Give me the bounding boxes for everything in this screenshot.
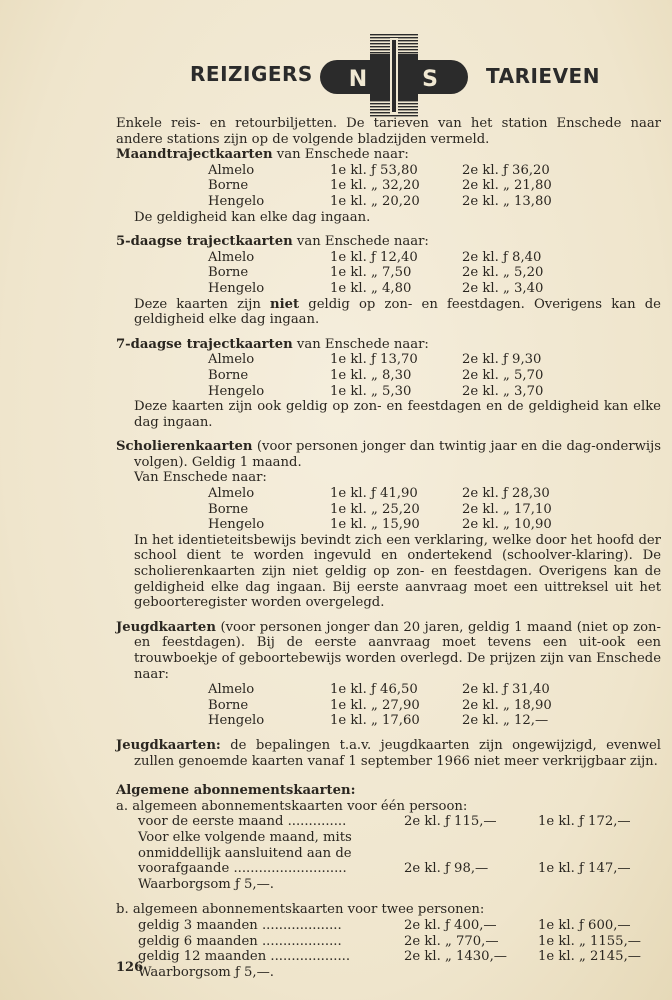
table-cell: 2e kl. „ 10,90 — [462, 517, 552, 533]
logo-letter-n: N — [348, 67, 368, 92]
intro-text: Enkele reis- en retourbiljetten. De tarieven van het station Enschede naar andere stations zijn op de volgende bladzijden vermeld. — [116, 116, 661, 147]
fare-table-maand — [208, 163, 582, 210]
table-cell: 2e kl. ƒ 8,40 — [462, 249, 542, 265]
abonnement-table-a — [138, 814, 658, 892]
table-cell: 1e kl. ƒ 13,70 — [330, 352, 418, 368]
table-cell: 1e kl. „ 20,20 — [330, 193, 420, 209]
table-cell: 1e kl. ƒ 172,— — [538, 814, 631, 830]
table-row — [138, 861, 658, 877]
table-row — [208, 178, 582, 194]
table-cell: Hengelo — [208, 517, 265, 533]
table-cell: 1e kl. ƒ 147,— — [538, 861, 631, 877]
header-left-title: REIZIGERS — [190, 62, 313, 86]
table-cell: Almelo — [208, 249, 255, 265]
table-row — [138, 965, 658, 981]
table-cell: 2e kl. ƒ 115,— — [404, 814, 497, 830]
section-heading: Maandtrajectkaarten — [116, 147, 273, 163]
table-row — [208, 352, 582, 368]
table-cell: 2e kl. „ 17,10 — [462, 501, 552, 517]
table-cell: 2e kl. „ 3,40 — [462, 280, 544, 296]
table-cell: voor de eerste maand .............. — [138, 814, 347, 830]
table-cell: 1e kl. ƒ 41,90 — [330, 486, 418, 502]
table-cell: geldig 3 maanden ................... — [138, 917, 342, 933]
table-cell: 1e kl. „ 25,20 — [330, 501, 420, 517]
section-abonnement — [116, 783, 661, 980]
table-cell: Almelo — [208, 486, 255, 502]
fare-table-vijf — [208, 250, 582, 297]
table-row — [208, 281, 582, 297]
table-row — [138, 918, 658, 934]
table-cell: Borne — [208, 265, 249, 281]
table-cell: Almelo — [208, 352, 255, 368]
table-row — [138, 877, 658, 893]
table-cell: 2e kl. „ 1430,— — [404, 949, 507, 965]
section-heading: Jeugdkaarten: — [116, 737, 221, 753]
table-cell: geldig 12 maanden ................... — [138, 949, 351, 965]
table-cell: Borne — [208, 697, 249, 713]
table-cell: 1e kl. „ 7,50 — [330, 265, 412, 281]
table-cell: 1e kl. ƒ 53,80 — [330, 162, 418, 178]
page-number: 126 — [116, 960, 144, 975]
fare-table-jeugd — [208, 682, 582, 729]
table-cell: Borne — [208, 178, 249, 194]
table-cell: 1e kl. „ 15,90 — [330, 517, 420, 533]
table-cell: Hengelo — [208, 713, 265, 729]
section-jeugd: Jeugdkaarten (voor personen jonger dan 20 jaren, geldig 1 maand (niet op zon- en feestdagen). Bij de eerste aanvraag moet tevens een uit-ook een trouwboekje of geboortebewijs worden overlegd. De prijzen zijn van Enschede naar: Almelo 1e kl. ƒ 46,50 2e kl. ƒ 31,40 Borne 1e kl. „ 27,90 2e kl. „ 18,90 Hengelo 1e kl. „ 17,60 2e kl. „ 12,— — [116, 619, 661, 729]
table-cell: 2e kl. „ 5,70 — [462, 367, 544, 383]
from-label: Van Enschede naar: — [134, 470, 267, 486]
fare-table-scholier — [208, 486, 582, 533]
section-heading: Algemene abonnementskaarten: — [116, 783, 356, 799]
section-note: De geldigheid kan elke dag ingaan. — [134, 209, 371, 225]
table-cell: 1e kl. „ 1155,— — [538, 933, 641, 949]
table-cell: Almelo — [208, 162, 255, 178]
table-cell: 2e kl. „ 18,90 — [462, 697, 552, 713]
table-cell: 1e kl. ƒ 12,40 — [330, 249, 418, 265]
table-cell — [538, 846, 658, 862]
table-cell: voorafgaande ........................... — [138, 861, 347, 877]
table-row — [208, 250, 582, 266]
table-cell: Voor elke volgende maand, mits — [138, 829, 352, 845]
section-heading: 7-daagse trajectkaarten — [116, 336, 293, 352]
section-heading: Scholierenkaarten — [116, 439, 253, 455]
ns-logo-icon — [318, 34, 470, 118]
table-cell: 2e kl. „ 3,70 — [462, 383, 544, 399]
table-cell: 2e kl. „ 12,— — [462, 713, 549, 729]
section-zeven: 7-daagse trajectkaarten van Enschede naar: Almelo 1e kl. ƒ 13,70 2e kl. ƒ 9,30 Borne 1e kl. „ 8,30 2e kl. „ 5,70 Hengelo 1e kl. „ 5,30 2e kl. „ 3,70 Deze kaarten zijn ook geldig op zon- en feestdagen en de geldigheid kan elke dag ingaan. — [116, 336, 661, 430]
table-cell: 2e kl. „ 13,80 — [462, 193, 552, 209]
table-row — [208, 502, 582, 518]
table-row — [208, 698, 582, 714]
table-cell: Almelo — [208, 682, 255, 698]
table-cell: 2e kl. „ 770,— — [404, 933, 499, 949]
table-row — [208, 368, 582, 384]
table-cell: Waarborgsom ƒ 5,—. — [138, 876, 275, 892]
table-row — [138, 949, 658, 965]
table-cell: 2e kl. ƒ 9,30 — [462, 352, 542, 368]
table-cell: 1e kl. „ 5,30 — [330, 383, 412, 399]
page-header — [0, 30, 672, 120]
table-cell — [404, 830, 538, 846]
section-vijf: 5-daagse trajectkaarten van Enschede naar: Almelo 1e kl. ƒ 12,40 2e kl. ƒ 8,40 Borne 1e kl. „ 7,50 2e kl. „ 5,20 Hengelo 1e kl. „ 4,80 2e kl. „ 3,40 Deze kaarten zijn niet geldig op zon- en feestdagen. Overigens kan de geldigheid elke dag ingaan. — [116, 234, 661, 328]
page-content — [116, 116, 661, 980]
table-cell: 2e kl. „ 5,20 — [462, 265, 544, 281]
header-right-title: TARIEVEN — [486, 64, 600, 88]
table-cell: 1e kl. „ 17,60 — [330, 713, 420, 729]
table-row — [138, 846, 658, 862]
logo-letter-s: S — [422, 67, 438, 92]
table-cell: 1e kl. „ 32,20 — [330, 178, 420, 194]
table-row — [208, 486, 582, 502]
table-cell — [538, 830, 658, 846]
table-cell: 2e kl. ƒ 400,— — [404, 917, 497, 933]
abonnement-table-b — [138, 918, 658, 980]
section-maand: Maandtrajectkaarten van Enschede naar: Almelo 1e kl. ƒ 53,80 2e kl. ƒ 36,20 Borne 1e kl. „ 32,20 2e kl. „ 21,80 Hengelo 1e kl. „ 20,20 2e kl. „ 13,80 De geldigheid kan elke dag ingaan. — [116, 147, 661, 225]
table-row — [208, 517, 582, 533]
table-cell: onmiddellijk aansluitend aan de — [138, 845, 352, 861]
fare-table-zeven — [208, 352, 582, 399]
table-row — [208, 713, 582, 729]
table-cell: 2e kl. „ 21,80 — [462, 178, 552, 194]
table-cell: 1e kl. ƒ 46,50 — [330, 682, 418, 698]
table-cell: Hengelo — [208, 193, 265, 209]
table-row — [208, 265, 582, 281]
table-row — [138, 830, 658, 846]
table-cell: 1e kl. „ 4,80 — [330, 280, 412, 296]
section-scholier: Scholierenkaarten (voor personen jonger dan twintig jaar en die dag-onderwijs volgen). Geldig 1 maand. Van Enschede naar: Almelo 1e kl. ƒ 41,90 2e kl. ƒ 28,30 Borne 1e kl. „ 25,20 2e kl. „ 17,10 Hengelo 1e kl. „ 15,90 2e kl. „ 10,90 In het identieteitsbewijs bevindt zich een verklaring, welke door het hoofd der school dient te worden ingevuld en ondertekend (schoolver-klaring). De scholierenkaarten zijn niet geldig op zon- en feestdagen. Overigens kan de geldigheid elke dag ingaan. Bij eerste aanvraag moet een uittreksel uit het geboorteregister worden overgelegd. — [116, 439, 661, 611]
table-row — [138, 934, 658, 950]
table-cell: 1e kl. „ 8,30 — [330, 367, 412, 383]
table-cell: 2e kl. ƒ 36,20 — [462, 162, 550, 178]
subsection-a-title: a. algemeen abonnementskaarten voor één persoon: — [116, 798, 468, 814]
section-heading: Jeugdkaarten — [116, 619, 216, 635]
table-cell: 1e kl. „ 2145,— — [538, 949, 641, 965]
table-cell: Borne — [208, 501, 249, 517]
table-row — [208, 194, 582, 210]
table-cell: 1e kl. „ 27,90 — [330, 697, 420, 713]
table-cell: Hengelo — [208, 383, 265, 399]
table-cell — [404, 846, 538, 862]
table-row — [138, 814, 658, 830]
section-note: In het identieteitsbewijs bevindt zich een verklaring, welke door het hoofd der school dient te worden ingevuld en ondertekend (schoolver-klaring). De scholierenkaarten zijn niet geldig op zon- en feestdagen. Overigens kan de geldigheid elke dag ingaan. Bij eerste aanvraag moet een uittreksel uit het geboorteregister worden overgelegd. — [134, 532, 661, 611]
section-note: Deze kaarten zijn niet geldig op zon- en feestdagen. Overigens kan de geldigheid elke dag ingaan. — [134, 296, 661, 328]
subsection-b-title: b. algemeen abonnementskaarten voor twee personen: — [116, 902, 485, 918]
table-cell: 2e kl. ƒ 31,40 — [462, 682, 550, 698]
table-row — [208, 163, 582, 179]
table-cell: 2e kl. ƒ 98,— — [404, 861, 489, 877]
table-cell: Waarborgsom ƒ 5,—. — [138, 964, 275, 980]
section-heading: 5-daagse trajectkaarten — [116, 234, 293, 250]
table-cell: Hengelo — [208, 280, 265, 296]
table-cell: geldig 6 maanden ................... — [138, 933, 342, 949]
table-cell: 1e kl. ƒ 600,— — [538, 917, 631, 933]
section-jeugd-note: Jeugdkaarten: de bepalingen t.a.v. jeugdkaarten zijn ongewijzigd, evenwel zullen genoemde kaarten vanaf 1 september 1966 niet meer verkrijgbaar zijn. — [116, 737, 661, 769]
table-row — [208, 682, 582, 698]
table-cell: Borne — [208, 367, 249, 383]
table-cell: 2e kl. ƒ 28,30 — [462, 486, 550, 502]
section-note: Deze kaarten zijn ook geldig op zon- en feestdagen en de geldigheid kan elke dag ingaan. — [134, 399, 661, 430]
table-row — [208, 384, 582, 400]
